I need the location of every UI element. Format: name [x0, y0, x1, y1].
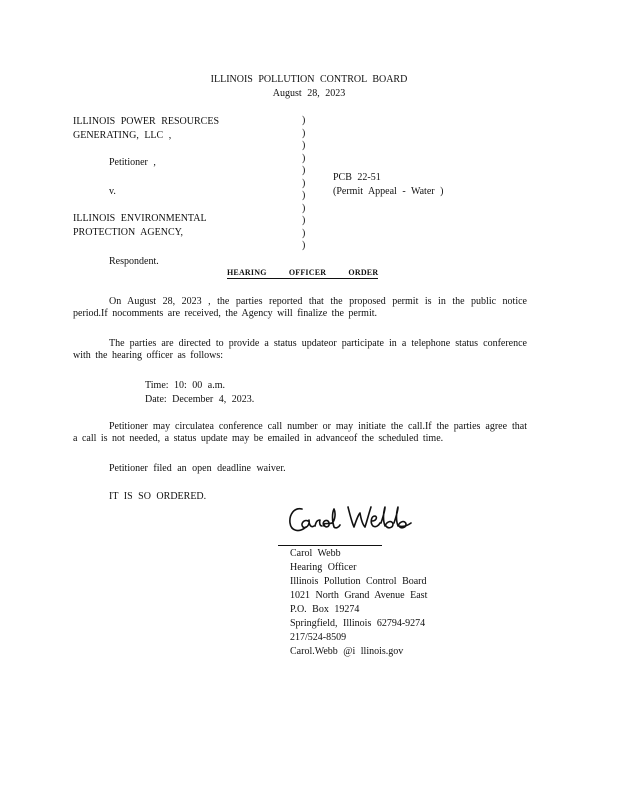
signature-line — [278, 545, 382, 546]
order-title: HEARING OFFICER ORDER — [227, 268, 379, 277]
signer-organization: Illinois Pollution Control Board — [290, 576, 427, 587]
conference-time: Time: 10: 00 a.m. — [145, 380, 226, 391]
paragraph-directive: The parties are directed to provide a status updateor participate in a telephone status conference with the hearing officer as follows: — [73, 338, 527, 361]
petitioner-name-line1: ILLINOIS POWER RESOURCES — [73, 116, 220, 127]
petitioner-name-line2: GENERATING, LLC , — [73, 130, 172, 141]
signer-email: Carol.Webb @i llinois.gov — [290, 646, 404, 657]
paragraph-status: On August 28, 2023 , the parties reported that the proposed permit is in the public notice period.If nocomments are received, the Agency will finalize the permit. — [73, 296, 527, 319]
case-type: (Permit Appeal - Water ) — [333, 186, 444, 197]
handwritten-signature — [286, 499, 416, 543]
versus-label: v. — [109, 186, 116, 197]
signer-title: Hearing Officer — [290, 562, 357, 573]
caption-parentheses: ) ) ) ) ) ) ) ) ) ) ) — [302, 115, 306, 251]
paragraph-ordered: IT IS SO ORDERED. — [109, 491, 207, 502]
paragraph-conference-call: Petitioner may circulatea conference call number or may initiate the call.If the parties agree that a call is not needed, a status update may be emailed in advanceof the scheduled time. — [73, 421, 527, 444]
signer-po-box: P.O. Box 19274 — [290, 604, 360, 615]
respondent-name-line2: PROTECTION AGENCY, — [73, 227, 184, 238]
order-date: August 28, 2023 — [272, 88, 346, 99]
signer-city: Springfield, Illinois 62794-9274 — [290, 618, 426, 629]
signer-phone: 217/524-8509 — [290, 632, 347, 643]
signer-name: Carol Webb — [290, 548, 341, 559]
conference-date: Date: December 4, 2023. — [145, 394, 255, 405]
respondent-name-line1: ILLINOIS ENVIRONMENTAL — [73, 213, 207, 224]
board-name: ILLINOIS POLLUTION CONTROL BOARD — [210, 74, 408, 85]
case-number: PCB 22-51 — [333, 172, 381, 183]
signer-street: 1021 North Grand Avenue East — [290, 590, 428, 601]
signature-block — [290, 547, 427, 659]
paragraph-waiver: Petitioner filed an open deadline waiver. — [109, 463, 286, 474]
petitioner-role: Petitioner , — [109, 157, 156, 168]
respondent-role: Respondent. — [109, 256, 159, 267]
